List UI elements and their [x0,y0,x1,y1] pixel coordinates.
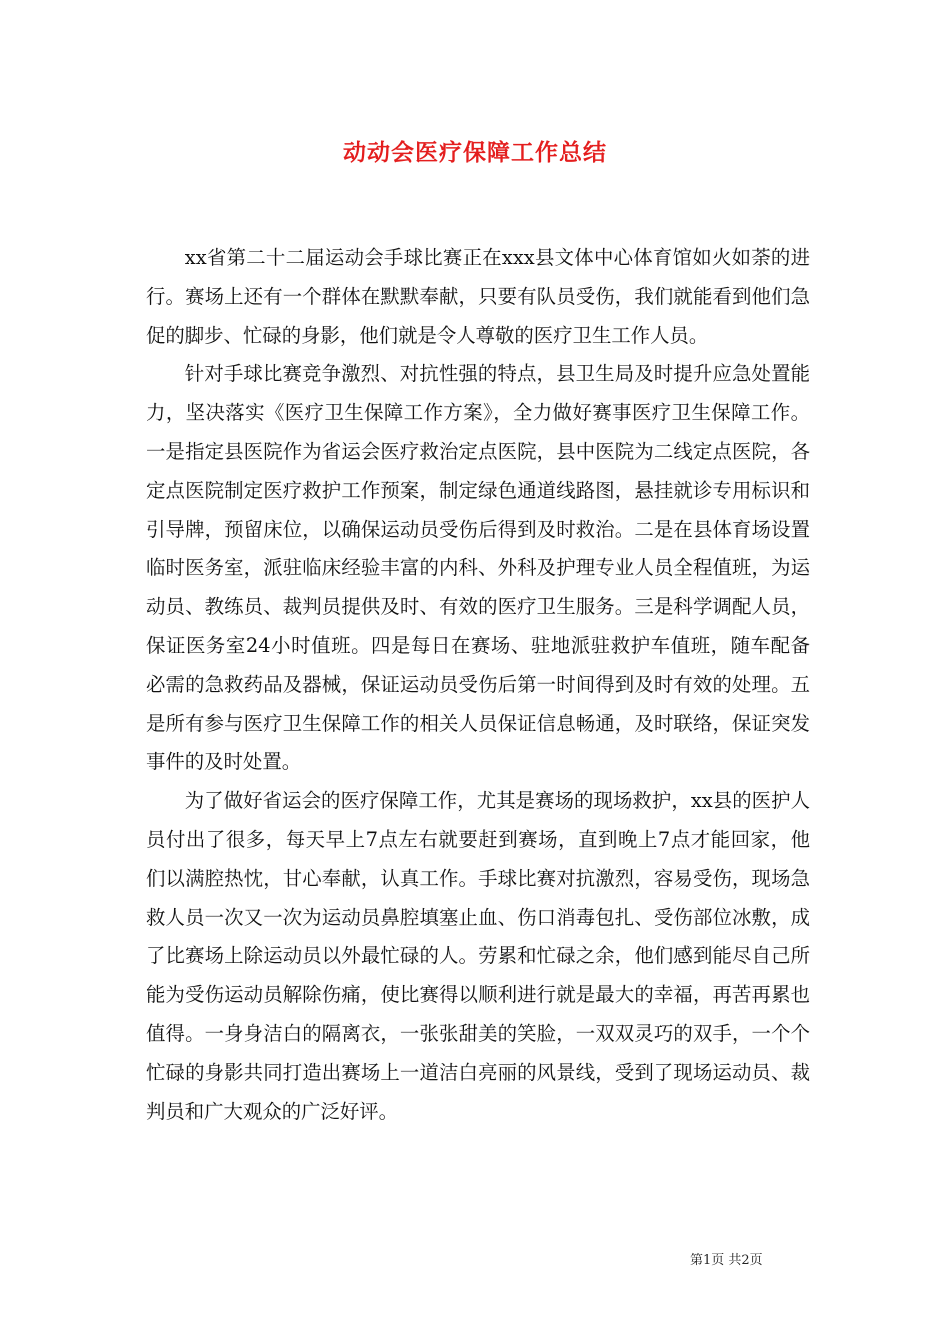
paragraph-3: 为了做好省运会的医疗保障工作，尤其是赛场的现场救护，xx县的医护人员付出了很多，每天早上7点左右就要赶到赛场，直到晚上7点才能回家，他们以满腔热忱，甘心奉献，认真工作。手球比赛对抗激烈，容易受伤，现场急救人员一次又一次为运动员鼻腔填塞止血、伤口消毒包扎、受伤部位冰敷，成了比赛场上除运动员以外最忙碌的人。劳累和忙碌之余，他们感到能尽自己所能为受伤运动员解除伤痛，使比赛得以顺利进行就是最大的幸福，再苦再累也值得。一身身洁白的隔离衣，一张张甜美的笑脸，一双双灵巧的双手，一个个忙碌的身影共同打造出赛场上一道洁白亮丽的风景线，受到了现场运动员、裁判员和广大观众的广泛好评。 [146,789,810,1123]
document-title: 动动会医疗保障工作总结 [343,139,607,166]
document-body [146,239,810,1131]
paragraph-1: xx省第二十二届运动会手球比赛正在xxx县文体中心体育馆如火如荼的进行。赛场上还有一个群体在默默奉献，只要有队员受伤，我们就能看到他们急促的脚步、忙碌的身影，他们就是令人尊敬的医疗卫生工作人员。 [146,246,810,347]
page-number-footer: 第1页 共2页 [690,1253,763,1268]
paragraph-2: 针对手球比赛竞争激烈、对抗性强的特点，县卫生局及时提升应急处置能力，坚决落实《医疗卫生保障工作方案》，全力做好赛事医疗卫生保障工作。一是指定县医院作为省运会医疗救治定点医院，县中医院为二线定点医院，各定点医院制定医疗救护工作预案，制定绿色通道线路图，悬挂就诊专用标识和引导牌，预留床位，以确保运动员受伤后得到及时救治。二是在县体育场设置临时医务室，派驻临床经验丰富的内科、外科及护理专业人员全程值班，为运动员、教练员、裁判员提供及时、有效的医疗卫生服务。三是科学调配人员，保证医务室24小时值班。四是每日在赛场、驻地派驻救护车值班，随车配备必需的急救药品及器械，保证运动员受伤后第一时间得到及时有效的处理。五是所有参与医疗卫生保障工作的相关人员保证信息畅通，及时联络，保证突发事件的及时处置。 [146,362,810,774]
